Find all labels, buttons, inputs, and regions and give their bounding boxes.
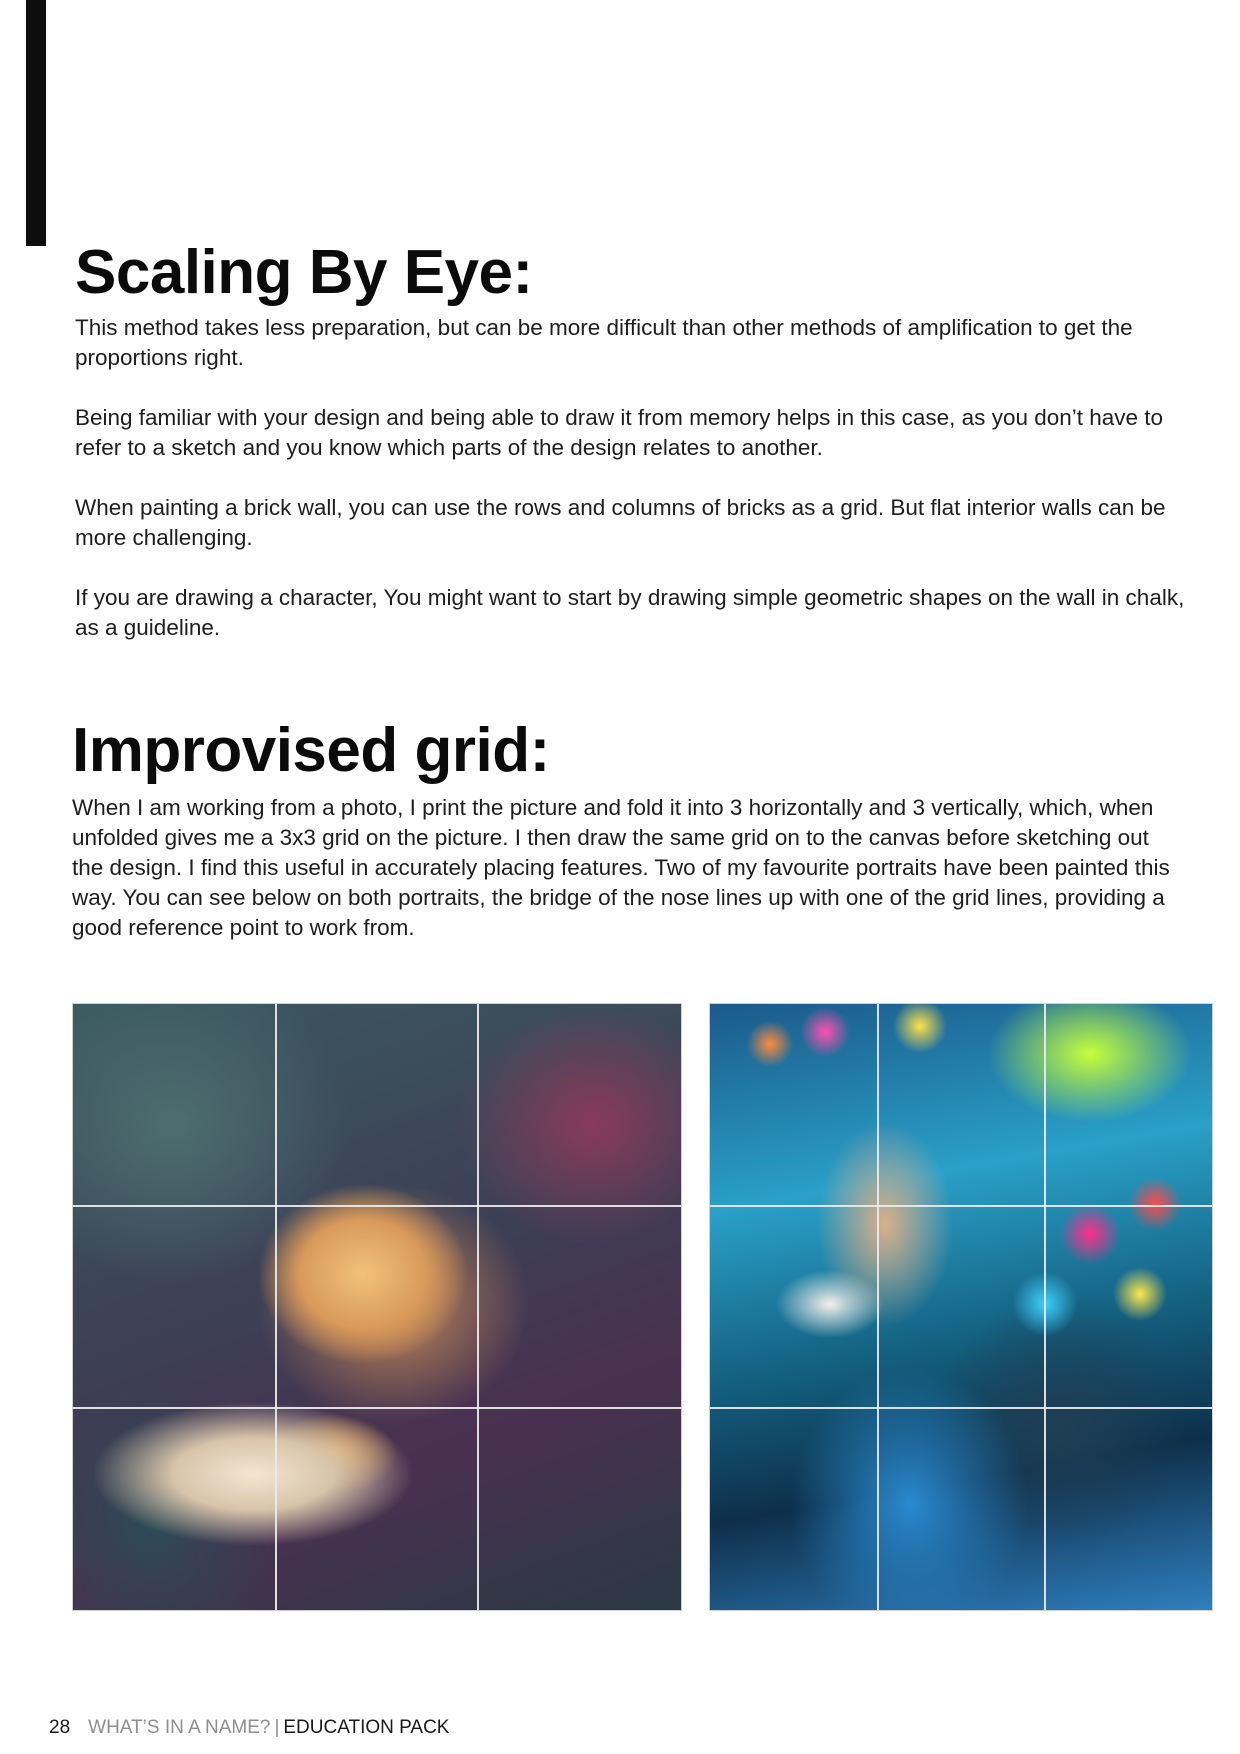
footer-separator: | [274,1717,280,1738]
grid-line [275,1004,277,1610]
portrait-image-man [710,1004,1212,1610]
paragraph: If you are drawing a character, You might want to start by drawing simple geometric shapes on the wall in chalk, as a guideline. [75,585,1185,640]
paragraph: When painting a brick wall, you can use the rows and columns of bricks as a grid. But flat interior walls can be more challenging. [75,495,1166,550]
grid-line [1044,1004,1046,1610]
grid-line [73,1407,681,1409]
paragraph: This method takes less preparation, but can be more difficult than other methods of amplification to get the proportions right. [75,315,1133,370]
page-number: 28 [49,1717,71,1738]
portrait-image-child [73,1004,681,1610]
page-footer [49,1716,449,1740]
grid-line [710,1407,1212,1409]
section-title-scaling: Scaling By Eye: [75,238,533,307]
paragraph: When I am working from a photo, I print the picture and fold it into 3 horizontally and 3 vertically, which, when unfolded gives me a 3x3 grid on the picture. I then draw the same grid on to the canvas before sketching out the design. I find this useful in accurately placing features. Two of my favourite portraits have been painted this way. You can see below on both portraits, the bridge of the nose lines up with one of the grid lines, providing a good reference point to work from. [72,795,1170,940]
pack-type: EDUCATION PACK [283,1717,450,1738]
section-title-improvised-grid: Improvised grid: [72,716,550,785]
side-accent-bar [26,0,46,246]
pack-name: WHAT’S IN A NAME? [88,1717,271,1738]
grid-line [73,1205,681,1207]
grid-line [477,1004,479,1610]
paragraph: Being familiar with your design and being able to draw it from memory helps in this case, as you don’t have to refer to a sketch and you know which parts of the design relates to another. [75,405,1164,460]
grid-line [877,1004,879,1610]
grid-line [710,1205,1212,1207]
